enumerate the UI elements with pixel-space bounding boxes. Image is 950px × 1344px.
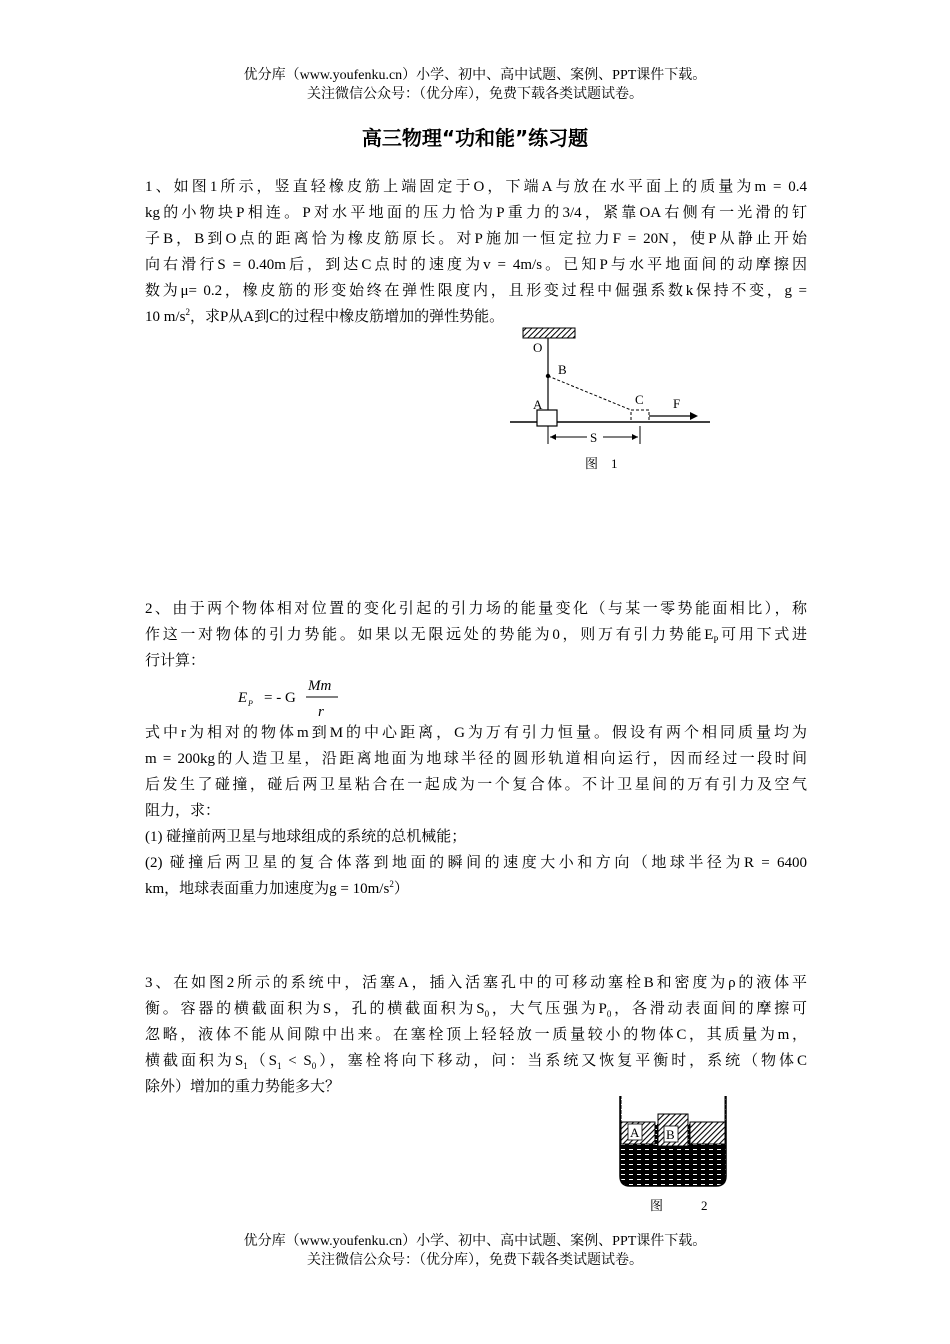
- q2-line: 阻力，求：: [145, 803, 221, 819]
- force-arrow-head: [690, 412, 698, 420]
- q2-line: 行计算：: [145, 653, 206, 669]
- question-1-text: [145, 174, 807, 330]
- piston-A-right: [690, 1122, 725, 1144]
- q3-line: 横截面积为$S_1(S_1 < S_0)$，塞栓将向下移动，问：当系统又恢复平衡时，系统（物体C: [145, 1053, 808, 1071]
- page-footer: [0, 1232, 950, 1270]
- page-header: [0, 66, 950, 104]
- q2-sub-question-1: (1) 碰撞前两卫星与地球组成的系统的总机械能；: [145, 829, 467, 845]
- q1-line: 10 $m/s^2$，求P从A到C的过程中橡皮筋增加的弹性势能。: [145, 307, 505, 325]
- label-F: F: [673, 396, 681, 411]
- footer-line-2: 关注微信公众号：（优分库），免费下载各类试题试卷。: [307, 1253, 643, 1268]
- figure-1: [505, 326, 715, 476]
- gravitational-potential-formula: [236, 672, 356, 724]
- q3-line: 除外）增加的重力势能多大？: [145, 1079, 341, 1095]
- q1-line: 1、如图1所示，竖直轻橡皮筋上端固定于O，下端A与放在水平面上的质量为m = 0.4: [145, 179, 807, 195]
- q2-line: km，地球表面重力加速度为$g = 10m/s^2$）: [145, 879, 409, 897]
- block-at-A: [537, 410, 557, 426]
- page-title: 高三物理“功和能”练习题: [361, 126, 589, 150]
- svg-text:= - G: = - G: [264, 690, 296, 706]
- label-B: B: [558, 362, 567, 377]
- svg-text:Mm: Mm: [308, 678, 332, 694]
- label-O: O: [533, 340, 543, 355]
- label-S: S: [590, 430, 598, 445]
- header-line-1: 优分库（www.youfenku.cn）小学、初中、高中试题、案例、PPT课件下载。: [243, 68, 707, 83]
- q2-sub-question-2: (2) 碰撞后两卫星的复合体落到地面的瞬间的速度大小和方向（地球半径为R = 6400: [145, 855, 807, 871]
- label-A: A: [630, 1125, 640, 1140]
- q3-line: 忽略，液体不能从间隙中出来。在塞栓顶上轻轻放一质量较小的物体C，其质量为m，: [145, 1027, 807, 1043]
- question-3-text: [145, 970, 807, 1100]
- svg-text:r: r: [318, 704, 324, 720]
- footer-line-1: 优分库（www.youfenku.cn）小学、初中、高中试题、案例、PPT课件下载。: [243, 1234, 707, 1249]
- header-line-2: 关注微信公众号：（优分库），免费下载各类试题试卷。: [307, 87, 643, 102]
- question-2-text: [145, 596, 807, 674]
- figure-2: [612, 1092, 736, 1218]
- figure-2-caption-left: 图: [650, 1198, 664, 1213]
- q1-line: 数为μ= 0.2，橡皮筋的形变始终在弹性限度内，且形变过程中倔强系数k保持不变，g =: [145, 283, 807, 299]
- block-at-C: [631, 410, 649, 422]
- q1-line: 子B，B到O点的距离恰为橡皮筋原长。对P施加一恒定拉力F = 20N，使P从静止开始: [145, 231, 807, 247]
- figure-2-caption-right: 2: [701, 1198, 708, 1213]
- stretched-band: [548, 376, 631, 410]
- svg-text:P: P: [248, 699, 253, 708]
- q1-line: kg的小物块P相连。P对水平地面的压力恰为P重力的3/4，紧靠OA右侧有一光滑的钉: [145, 205, 807, 221]
- q2-line: 式中r为相对的物体m到M的中心距离，G为万有引力恒量。假设有两个相同质量均为: [145, 725, 807, 741]
- q3-line: 3、在如图2所示的系统中，活塞A，插入活塞孔中的可移动塞栓B和密度为ρ的液体平: [145, 975, 807, 991]
- label-A: A: [533, 397, 543, 412]
- ceiling-support: [523, 328, 575, 338]
- svg-text:E: E: [238, 690, 248, 706]
- q1-line: 向右滑行S = 0.40m后，到达C点时的速度为v = 4m/s。已知P与水平地面间的动摩擦因: [145, 257, 807, 273]
- q2-line: 后发生了碰撞，碰后两卫星粘合在一起成为一个复合体。不计卫星间的万有引力及空气: [145, 777, 807, 793]
- figure-1-caption: 图 1: [585, 456, 618, 471]
- q2-line: 2、由于两个物体相对位置的变化引起的引力场的能量变化（与某一零势能面相比），称: [145, 601, 807, 617]
- q2-line: 作这一对物体的引力势能。如果以无限远处的势能为0，则万有引力势能$E_P$可用下式进: [145, 627, 807, 645]
- question-2-continued: [145, 720, 807, 902]
- label-C: C: [635, 392, 644, 407]
- q3-line: 衡。容器的横截面积为S，孔的横截面积为$S_0$，大气压强为$P_0$，各滑动表面间的摩擦可: [145, 1001, 807, 1019]
- label-B: B: [666, 1127, 675, 1142]
- q2-line: m = 200kg的人造卫星，沿距离地面为地球半径的圆形轨道相向运行，因而经过一段时间: [145, 751, 807, 767]
